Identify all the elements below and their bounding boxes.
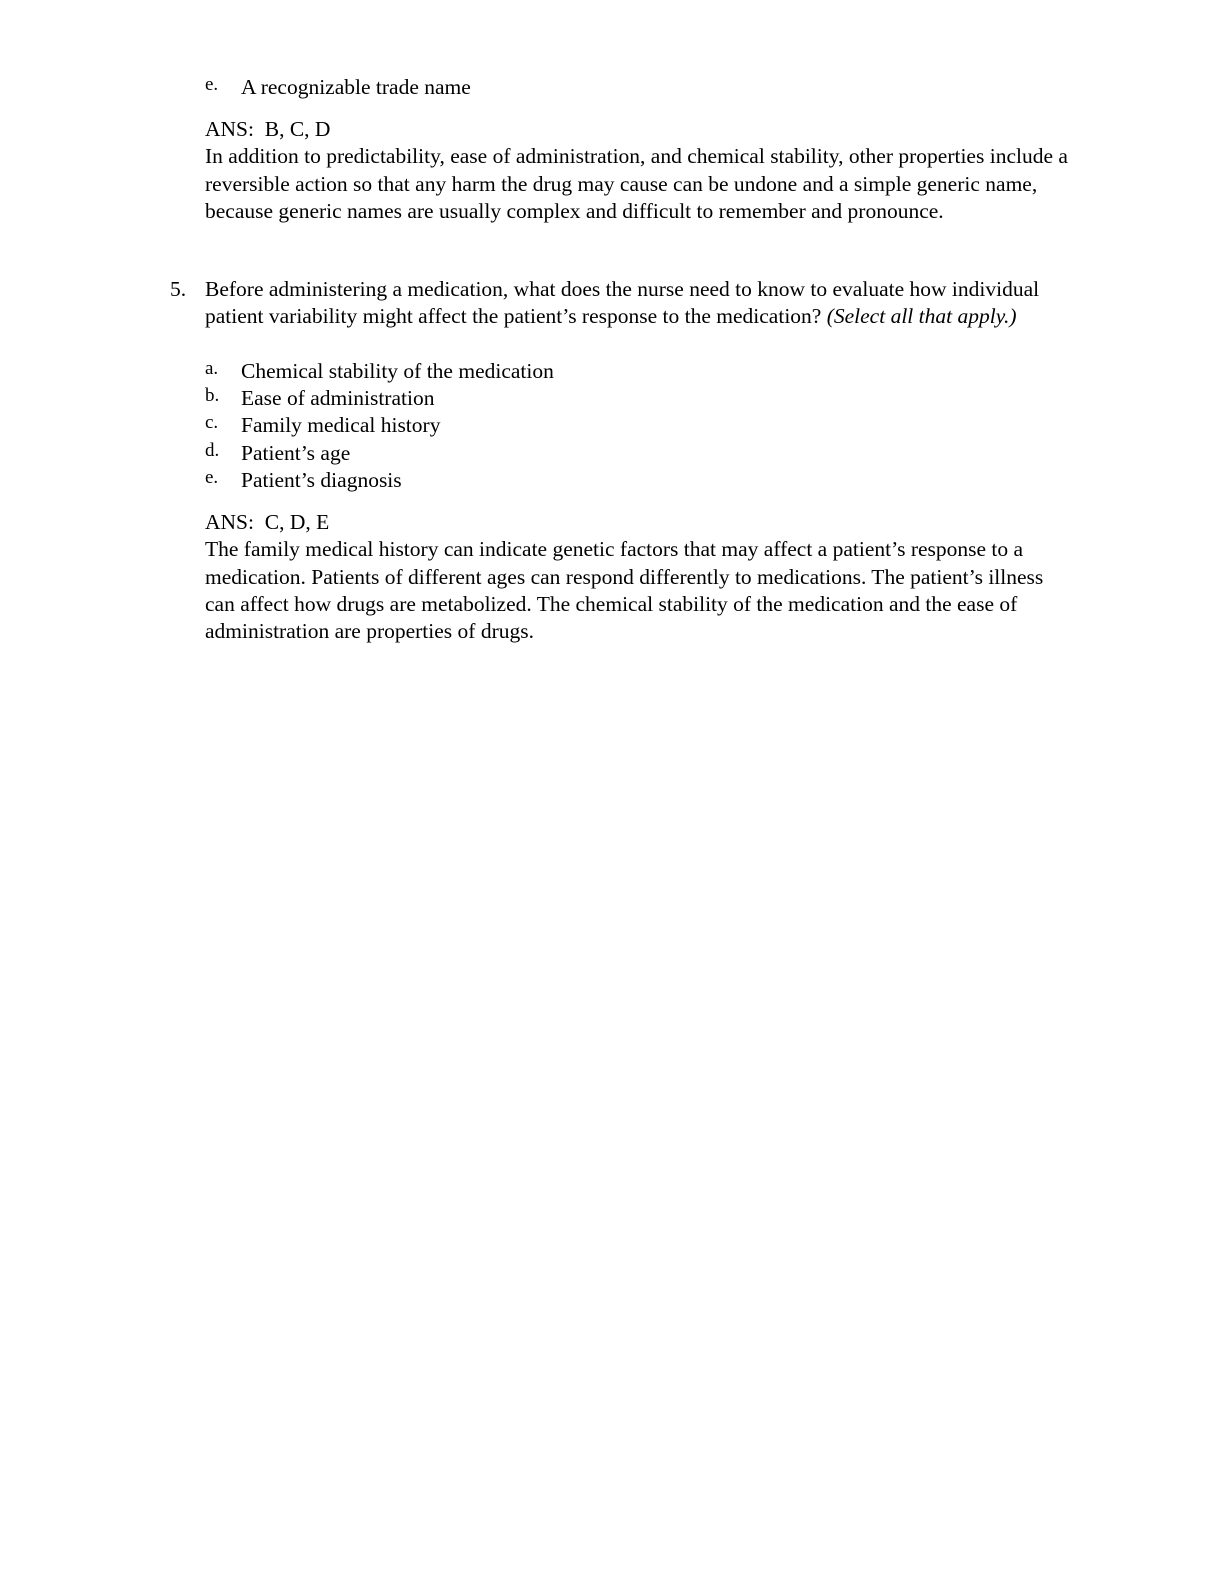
option-letter: c. xyxy=(205,412,219,433)
answer-rationale: The family medical history can indicate genetic factors that may affect a patient’s response to a medication. Patients of different ages can respond differently to medications. The patient’s illness can affect how drugs are metabolized. The chemical stability of the medication and the ease of administration are properties of drugs. xyxy=(205,537,1044,644)
answer-block xyxy=(205,509,1085,645)
option-letter: d. xyxy=(205,440,220,461)
prev-answer-block xyxy=(205,116,1085,225)
option-letter: e. xyxy=(205,74,219,95)
option-text: Chemical stability of the medication xyxy=(241,359,554,383)
option-text: A recognizable trade name xyxy=(241,75,471,99)
option-text: Patient’s diagnosis xyxy=(241,468,402,492)
answer-rationale: In addition to predictability, ease of administration, and chemical stability, other properties include a reversible action so that any harm the drug may cause can be undone and a simple generic name, because generic names are usually complex and difficult to remember and pronounce. xyxy=(205,144,1068,223)
question-instruction: (Select all that apply.) xyxy=(826,304,1017,329)
answer-label: ANS: B, C, D xyxy=(205,117,331,141)
option-text: Ease of administration xyxy=(241,386,435,410)
option-text: Family medical history xyxy=(241,413,441,437)
question-stem-text: Before administering a medication, what does the nurse need to know to evaluate how individual patient variability might affect the patient’s response to the medication? xyxy=(205,277,1040,329)
option-e xyxy=(205,467,1085,494)
option-letter: a. xyxy=(205,358,219,379)
option-letter: b. xyxy=(205,385,220,406)
option-b xyxy=(205,385,1085,412)
option-letter: e. xyxy=(205,467,219,488)
answer-label: ANS: C, D, E xyxy=(205,510,330,534)
option-a xyxy=(205,358,1085,385)
prev-option-e xyxy=(205,74,1085,101)
option-c xyxy=(205,412,1085,439)
question-number: 5. xyxy=(170,277,187,301)
option-text: Patient’s age xyxy=(241,441,351,465)
question-stem xyxy=(205,276,1085,331)
option-d xyxy=(205,440,1085,467)
